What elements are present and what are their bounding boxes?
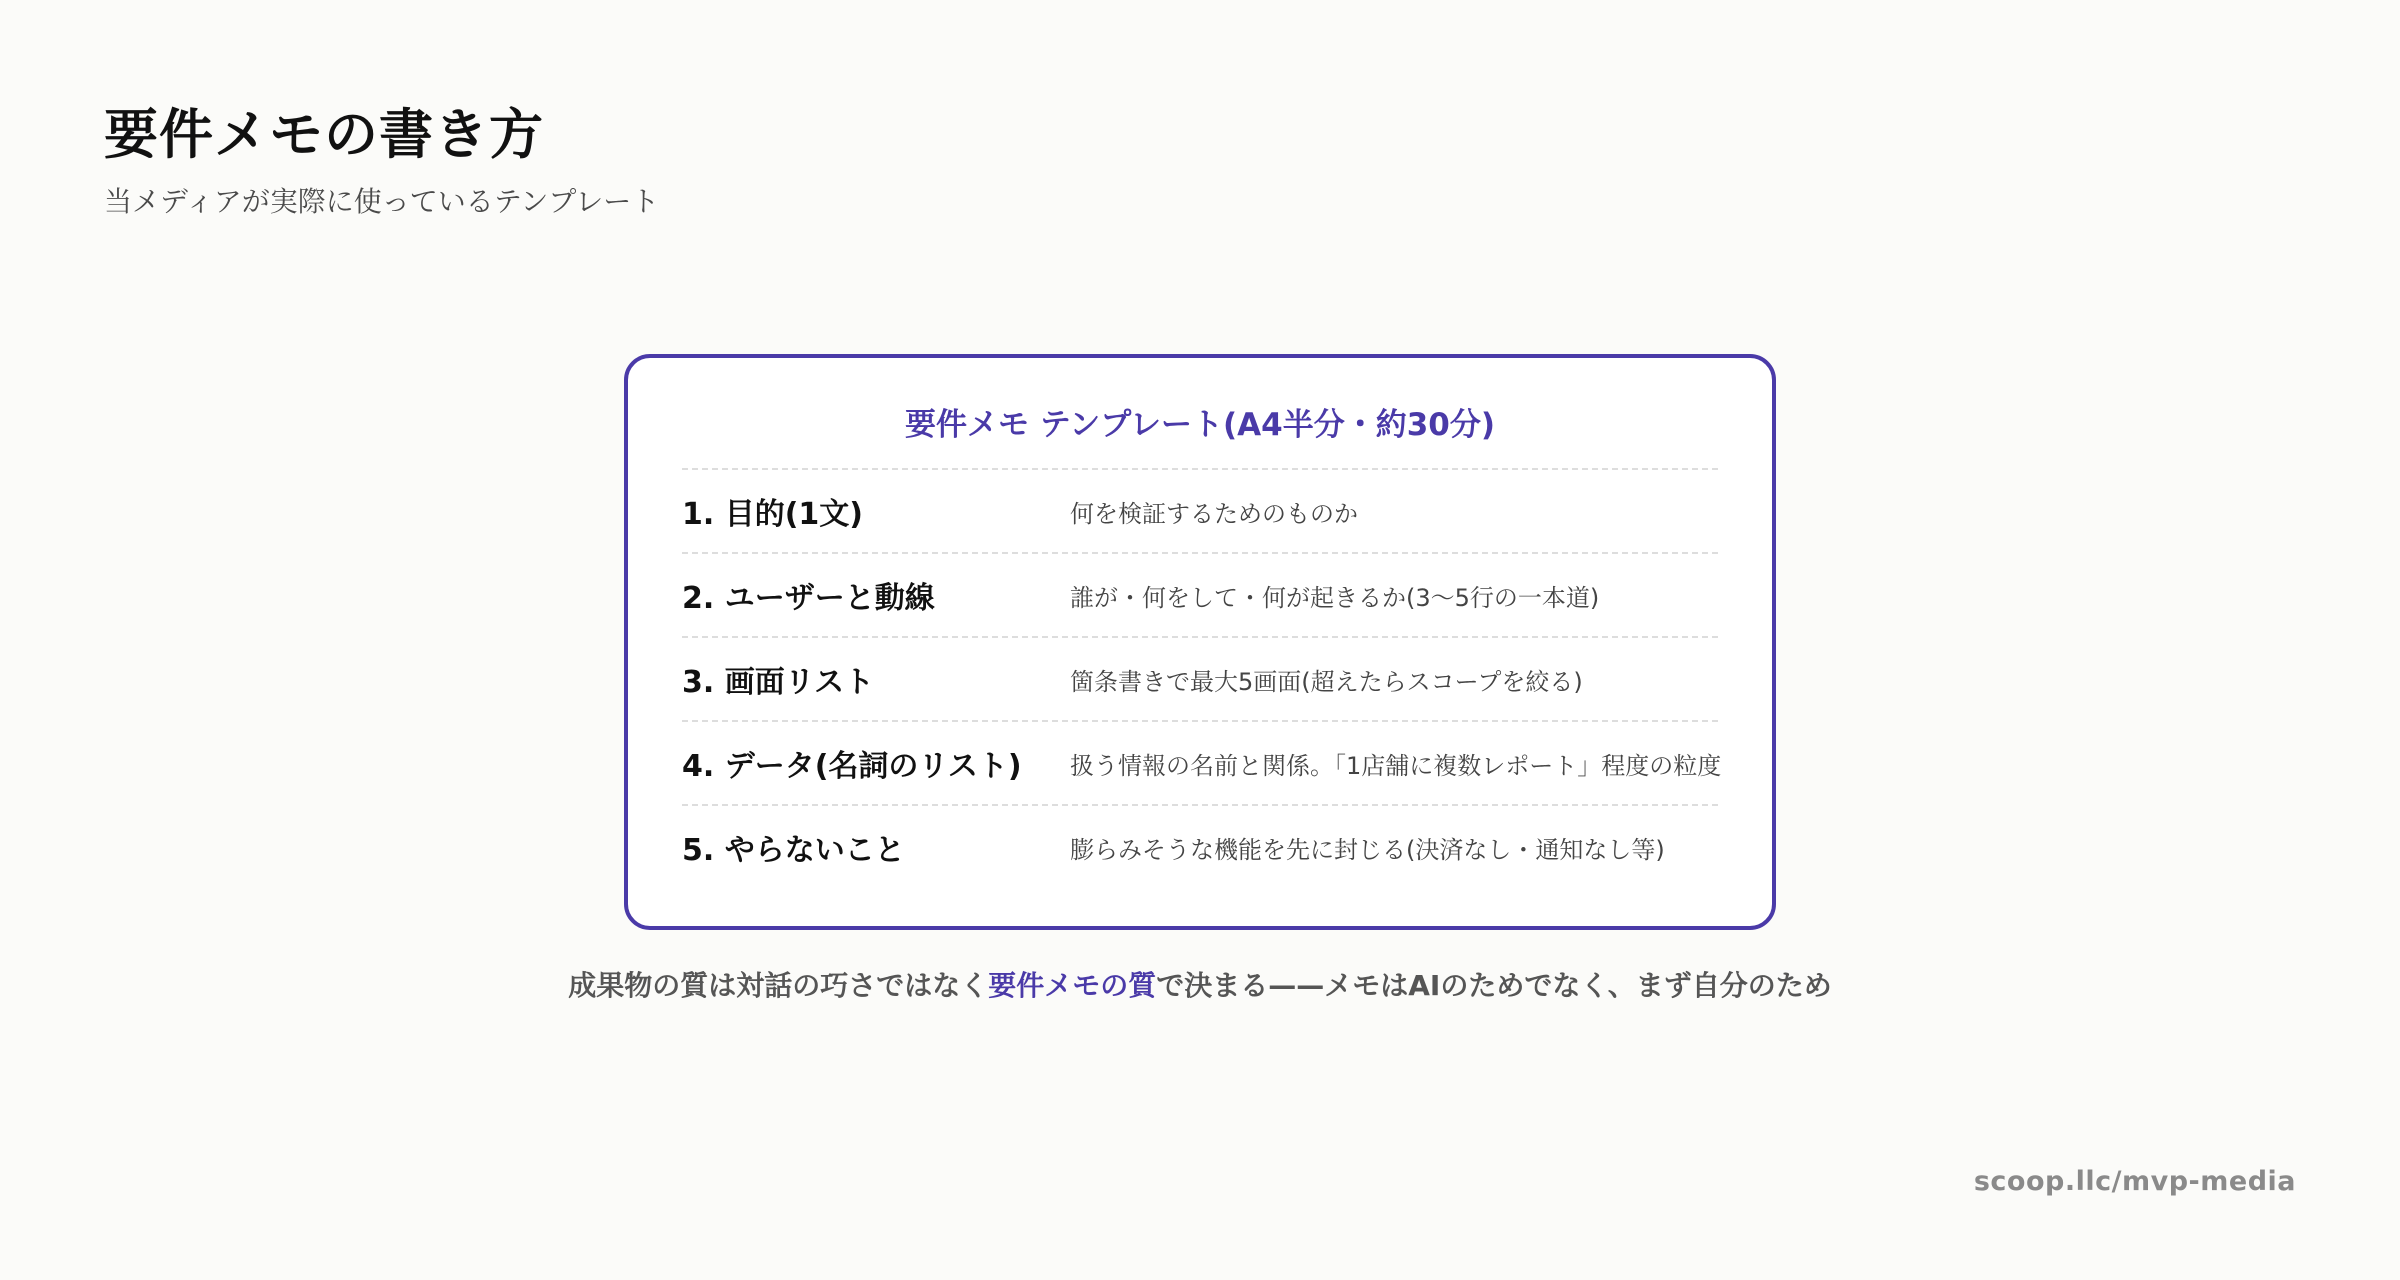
template-row-screen-list <box>682 638 1718 722</box>
row-label: 5. やらないこと <box>682 833 905 868</box>
card-title: 要件メモ テンプレート(A4半分・約30分) <box>682 394 1718 470</box>
template-row-data <box>682 722 1722 806</box>
template-row-purpose <box>682 470 1718 554</box>
row-description: 箇条書きで最大5画面(超えたらスコープを絞る) <box>1070 667 1583 696</box>
summary-highlight: 要件メモの質 <box>988 969 1157 1002</box>
row-description: 扱う情報の名前と関係。「1店舗に複数レポート」程度の粒度 <box>1070 751 1722 780</box>
template-card <box>624 354 1776 930</box>
row-description: 何を検証するためのものか <box>1070 499 1358 528</box>
row-label: 2. ユーザーと動線 <box>682 581 935 616</box>
page-subtitle: 当メディアが実際に使っているテンプレート <box>104 185 660 218</box>
template-row-out-of-scope <box>682 806 1718 888</box>
row-label: 3. 画面リスト <box>682 665 875 700</box>
page-title: 要件メモの書き方 <box>104 103 544 166</box>
summary-before: 成果物の質は対話の巧さではなく <box>568 969 989 1002</box>
row-description: 誰が・何をして・何が起きるか(3〜5行の一本道) <box>1070 583 1600 612</box>
row-description: 膨らみそうな機能を先に封じる(決済なし・通知なし等) <box>1070 835 1665 864</box>
row-label: 4. データ(名詞のリスト) <box>682 749 1022 784</box>
summary-after: で決まる——メモはAIのためでなく、まず自分のため <box>1156 969 1832 1002</box>
footer-url: scoop.llc/mvp-media <box>1973 1166 2296 1197</box>
summary-text <box>0 964 2400 1004</box>
row-label: 1. 目的(1文) <box>682 497 864 532</box>
template-row-user-flow <box>682 554 1718 638</box>
